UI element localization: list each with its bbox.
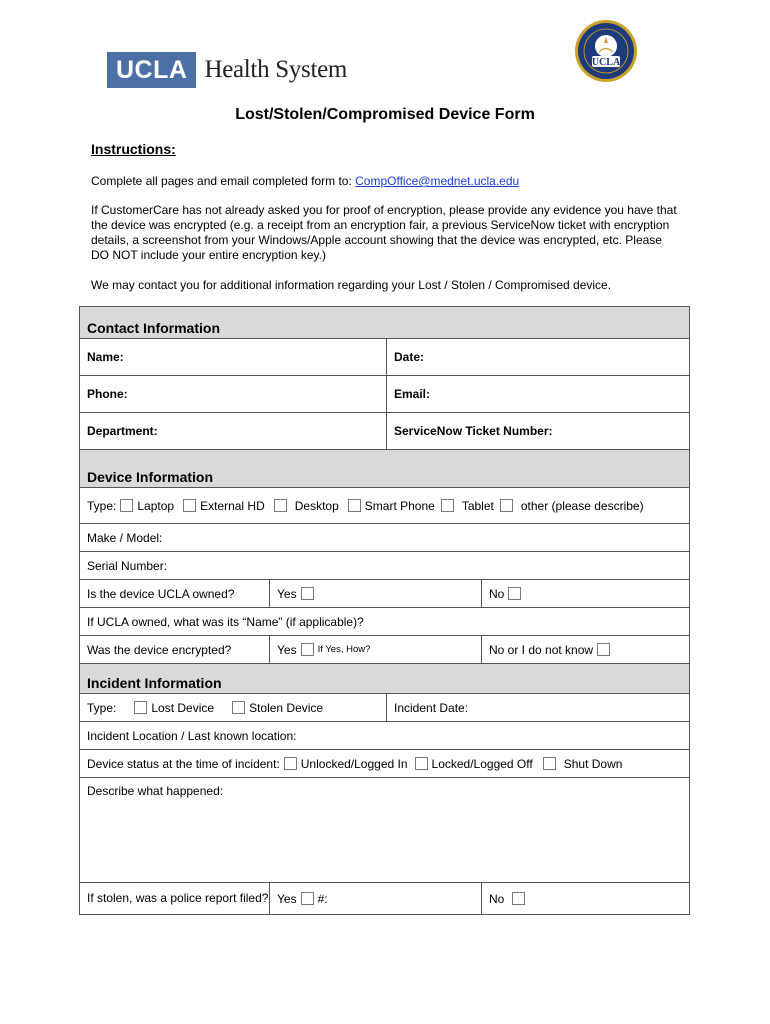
encrypted-yes-cell: [269, 636, 481, 663]
seal-text: UCLA: [591, 57, 621, 68]
police-report-no-cell: [481, 883, 689, 914]
smart-phone-label: Smart Phone: [364, 498, 435, 513]
department-label: Department:: [87, 424, 158, 438]
encrypted-row: [80, 636, 689, 664]
if-yes-how-label: If Yes, How?: [317, 644, 371, 655]
contact-row-3: [80, 413, 689, 450]
incident-section-header: [80, 664, 689, 694]
laptop-label: Laptop: [137, 498, 175, 513]
police-report-no-label: No: [489, 891, 505, 906]
comp-office-email-link[interactable]: CompOffice@mednet.ucla.edu: [355, 174, 520, 188]
ticket-number-field[interactable]: [386, 413, 689, 449]
ucla-owned-row: [80, 580, 689, 608]
incident-date-field[interactable]: [386, 694, 689, 721]
device-section-header: [80, 450, 689, 488]
police-report-row: [80, 883, 689, 915]
department-field[interactable]: [80, 413, 386, 449]
device-name-field[interactable]: [80, 608, 689, 635]
make-model-row: [80, 524, 689, 552]
device-status-label: Device status at the time of incident:: [87, 756, 280, 771]
ucla-owned-yes-cell: [269, 580, 481, 607]
police-report-label: If stolen, was a police report filed?: [87, 891, 269, 905]
tablet-checkbox[interactable]: [441, 499, 454, 512]
unlocked-label: Unlocked/Logged In: [300, 756, 408, 771]
ucla-seal-icon: [574, 19, 638, 83]
device-type-cell: [80, 488, 689, 523]
locked-checkbox[interactable]: [415, 757, 428, 770]
contact-heading: Contact Information: [87, 320, 220, 336]
encrypted-label: Was the device encrypted?: [87, 642, 232, 657]
make-model-field[interactable]: [80, 524, 689, 551]
police-report-yes-cell: [269, 883, 481, 914]
incident-location-label: Incident Location / Last known location:: [87, 728, 297, 743]
device-status-cell: [80, 750, 689, 777]
police-report-question: [80, 883, 269, 914]
smart-phone-checkbox[interactable]: [348, 499, 361, 512]
police-report-yes-label: Yes: [277, 891, 297, 906]
encrypted-yes-checkbox[interactable]: [301, 643, 314, 656]
make-model-label: Make / Model:: [87, 530, 163, 545]
instructions-paragraph-1: [91, 174, 681, 189]
external-hd-label: External HD: [200, 498, 265, 513]
device-name-label: If UCLA owned, what was its “Name” (if applicable)?: [87, 614, 364, 629]
phone-label: Phone:: [87, 387, 128, 401]
stolen-device-checkbox[interactable]: [232, 701, 245, 714]
ucla-owned-yes-checkbox[interactable]: [301, 587, 314, 600]
ucla-owned-no-checkbox[interactable]: [508, 587, 521, 600]
date-field[interactable]: [386, 339, 689, 375]
incident-type-label: Type:: [87, 700, 117, 715]
serial-row: [80, 552, 689, 580]
unlocked-checkbox[interactable]: [284, 757, 297, 770]
ucla-owned-no-label: No: [489, 586, 505, 601]
incident-heading: Incident Information: [87, 675, 222, 691]
describe-label: Describe what happened:: [87, 784, 224, 798]
contact-row-2: [80, 376, 689, 413]
stolen-device-label: Stolen Device: [249, 700, 324, 715]
logo-box: UCLA: [107, 52, 196, 88]
tablet-label: Tablet: [461, 498, 494, 513]
page-title: Lost/Stolen/Compromised Device Form: [235, 106, 535, 123]
contact-section-header: [80, 307, 689, 339]
ucla-owned-question: [80, 580, 269, 607]
police-report-number-label: #:: [317, 891, 328, 906]
device-heading: Device Information: [87, 469, 214, 485]
lost-device-checkbox[interactable]: [134, 701, 147, 714]
encrypted-no-checkbox[interactable]: [597, 643, 610, 656]
name-field[interactable]: [80, 339, 386, 375]
shut-down-label: Shut Down: [563, 756, 623, 771]
incident-type-cell: [80, 694, 386, 721]
laptop-checkbox[interactable]: [120, 499, 133, 512]
describe-field[interactable]: [80, 778, 689, 882]
locked-label: Locked/Logged Off: [431, 756, 533, 771]
ucla-owned-yes-label: Yes: [277, 586, 297, 601]
incident-location-row: [80, 722, 689, 750]
instructions-heading: Instructions:: [91, 141, 176, 157]
encrypted-yes-label: Yes: [277, 642, 297, 657]
encrypted-no-label: No or I do not know: [489, 642, 594, 657]
other-checkbox[interactable]: [500, 499, 513, 512]
device-type-row: [80, 488, 689, 524]
date-label: Date:: [394, 350, 425, 364]
device-form-table: [79, 306, 690, 915]
serial-number-label: Serial Number:: [87, 558, 168, 573]
phone-field[interactable]: [80, 376, 386, 412]
ucla-owned-label: Is the device UCLA owned?: [87, 586, 235, 601]
ucla-owned-no-cell: [481, 580, 689, 607]
device-type-label: Type:: [87, 498, 117, 513]
encrypted-no-cell: [481, 636, 689, 663]
incident-location-field[interactable]: [80, 722, 689, 749]
external-hd-checkbox[interactable]: [183, 499, 196, 512]
incident-type-row: [80, 694, 689, 722]
police-report-yes-checkbox[interactable]: [301, 892, 314, 905]
device-status-row: [80, 750, 689, 778]
serial-number-field[interactable]: [80, 552, 689, 579]
other-label: other (please describe): [520, 498, 644, 513]
instructions-p1-text: Complete all pages and email completed form to:: [91, 174, 356, 188]
describe-row: [80, 778, 689, 883]
device-name-row: [80, 608, 689, 636]
instructions-paragraph-3: We may contact you for additional information regarding your Lost / Stolen / Compromised device.: [91, 278, 612, 292]
logo-text: Health System: [204, 56, 348, 83]
shut-down-checkbox[interactable]: [543, 757, 556, 770]
lost-device-label: Lost Device: [151, 700, 215, 715]
encrypted-question: [80, 636, 269, 663]
desktop-label: Desktop: [294, 498, 339, 513]
ticket-number-label: ServiceNow Ticket Number:: [394, 424, 553, 438]
ucla-health-logo: [107, 52, 347, 88]
name-label: Name:: [87, 350, 124, 364]
contact-row-1: [80, 339, 689, 376]
desktop-checkbox[interactable]: [274, 499, 287, 512]
incident-date-label: Incident Date:: [394, 700, 469, 715]
email-field[interactable]: [386, 376, 689, 412]
email-label: Email:: [394, 387, 431, 401]
police-report-no-checkbox[interactable]: [512, 892, 525, 905]
instructions-paragraph-2: If CustomerCare has not already asked you for proof of encryption, please provide any evidence you have that the device was encrypted (e.g. a receipt from an encryption fair, a previous ServiceNow ticket with encryption details, a screenshot from your Windows/Apple account showing that the device was encrypted, etc. Please DO NOT include your entire encryption key.): [91, 203, 677, 262]
